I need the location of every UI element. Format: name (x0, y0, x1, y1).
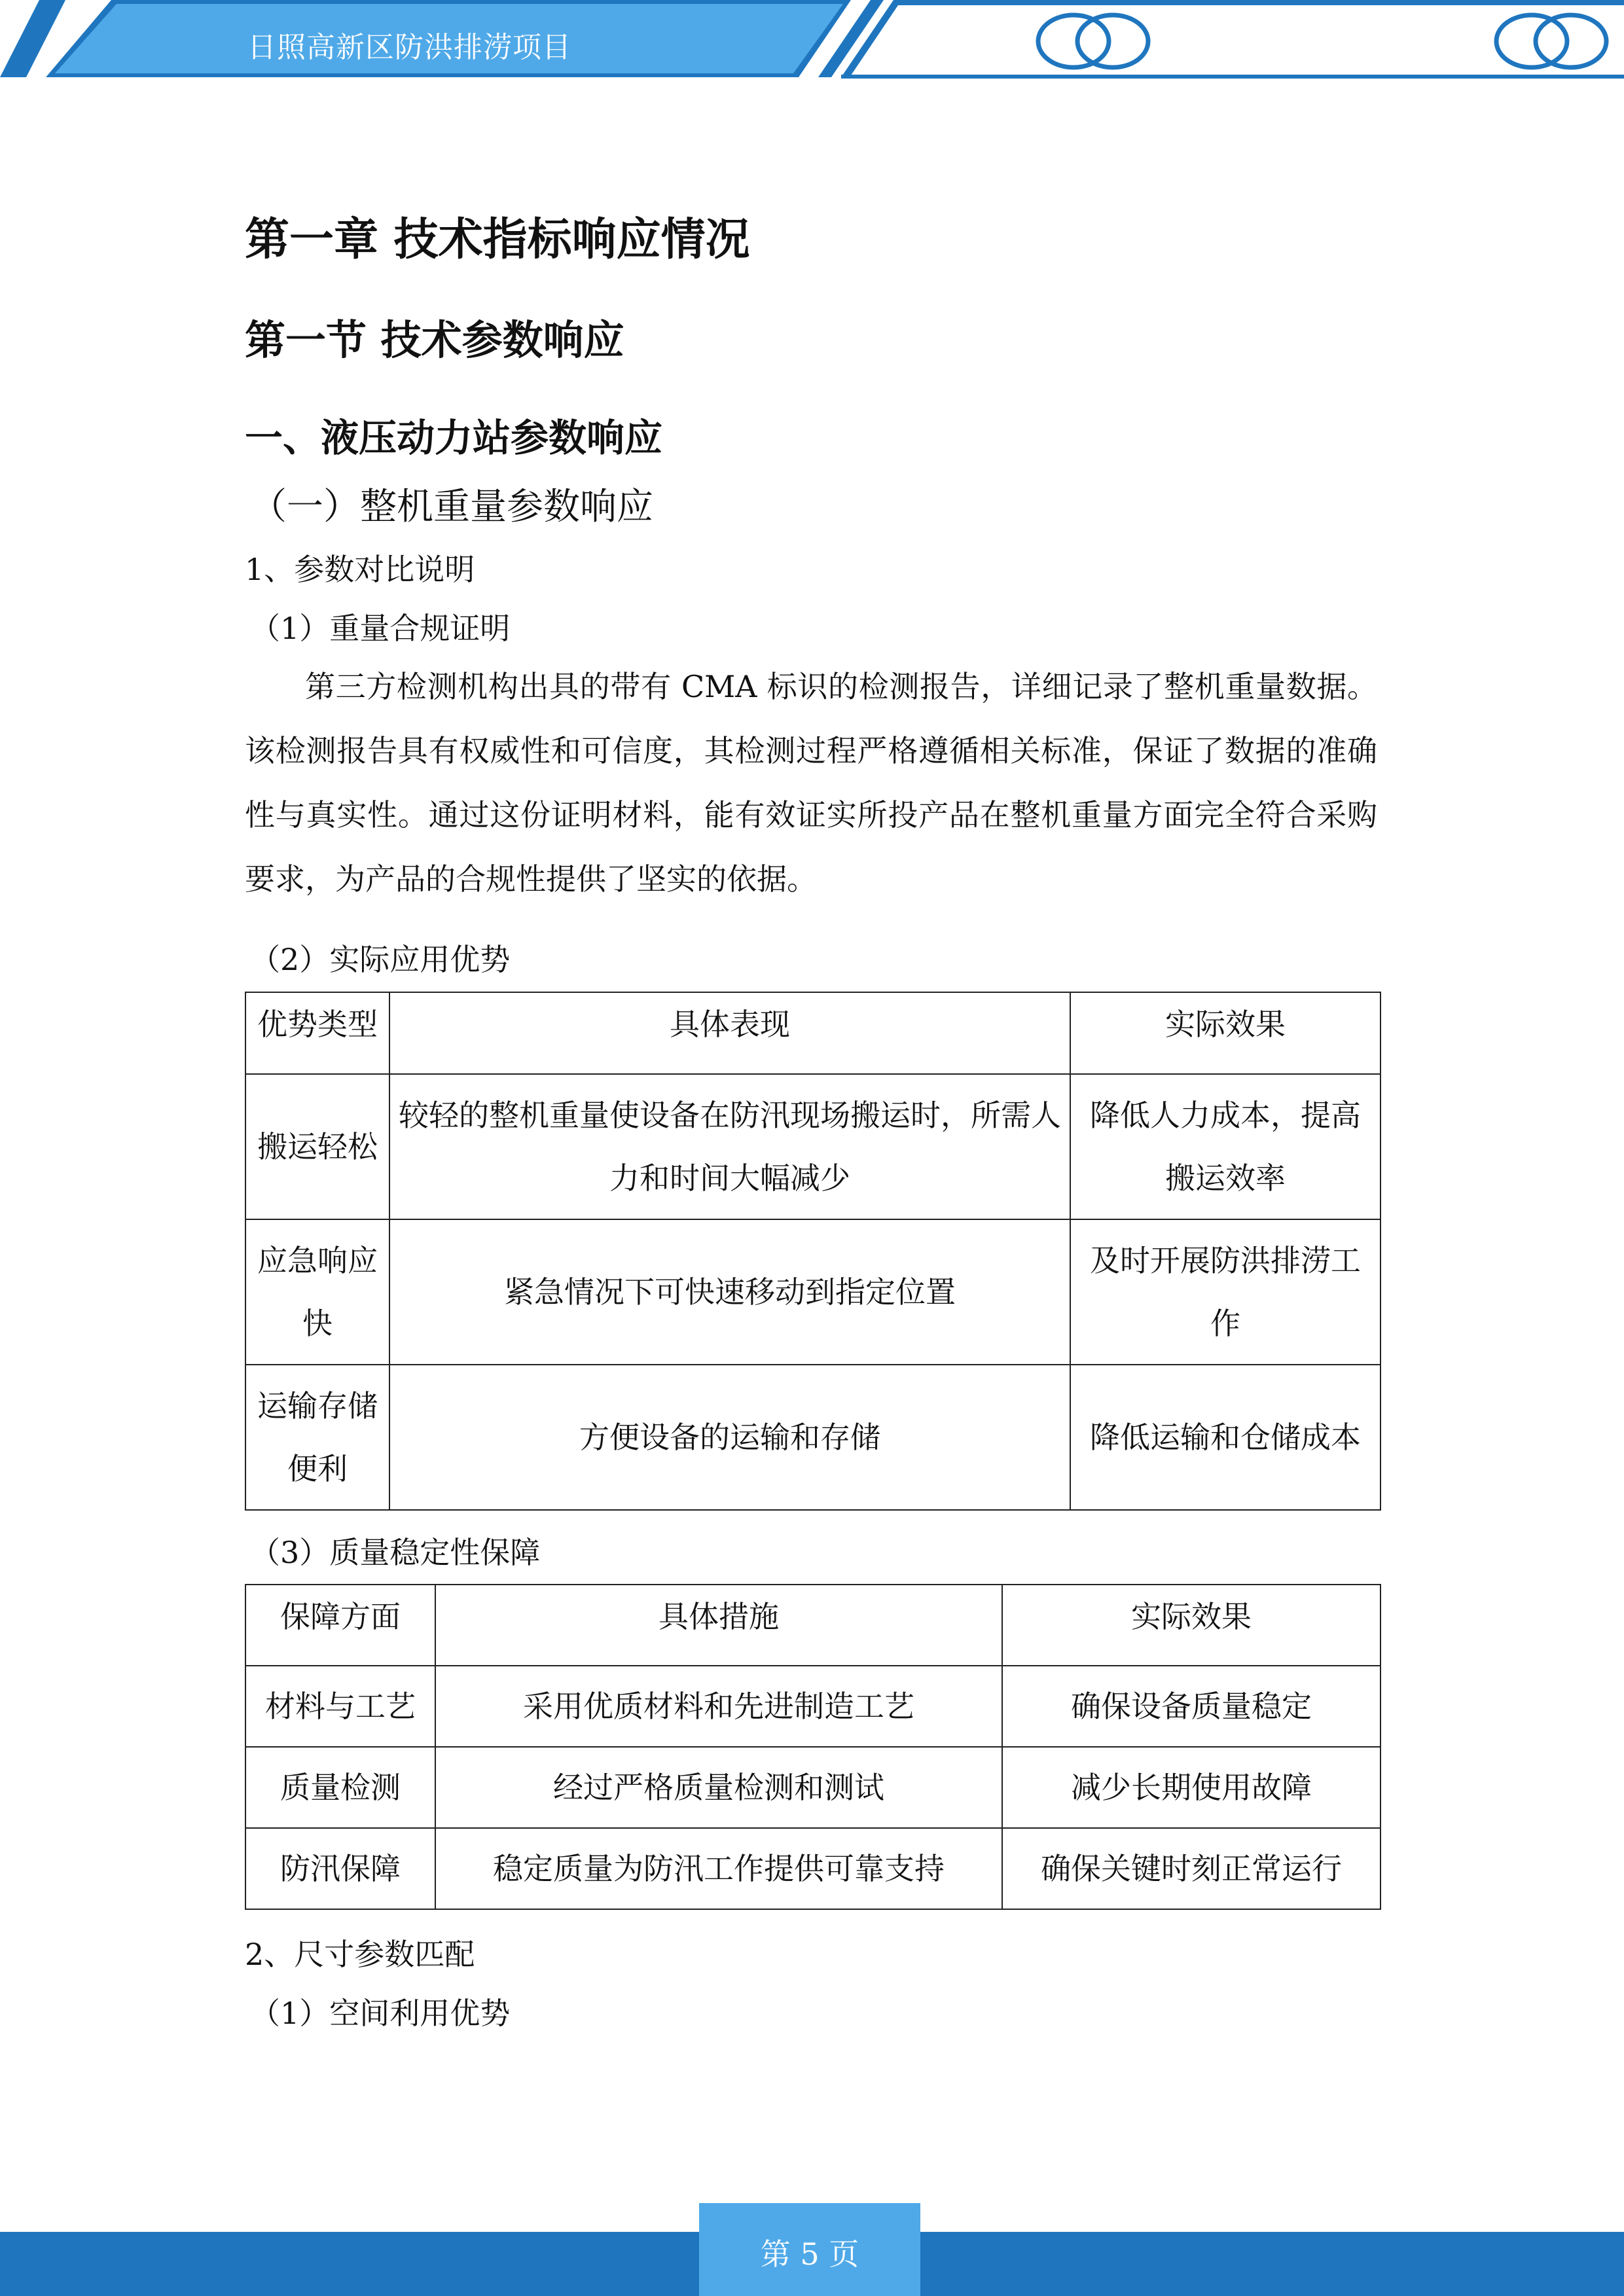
quality-table (245, 1584, 1381, 1910)
table-header-cell: 保障方面 (245, 1585, 435, 1666)
header-banner (0, 0, 1624, 85)
body-paragraph: 第三方检测机构出具的带有 CMA 标识的检测报告，详细记录了整机重量数据。该检测报告具有权威性和可信度，其检测过程严格遵循相关标准，保证了数据的准确性与真实性。通过这份证明材料，能有效证实所投产品在整机重量方面完全符合采购要求，为产品的合规性提供了坚实的依据。 (245, 669, 1377, 897)
table-cell: 材料与工艺 (245, 1666, 435, 1747)
table-cell: 及时开展防洪排涝工作 (1070, 1219, 1380, 1365)
table-row (245, 1219, 1380, 1365)
table-header-cell: 优势类型 (245, 992, 389, 1074)
table-row (245, 1666, 1380, 1747)
table-cell: 应急响应快 (245, 1219, 389, 1365)
table-cell: 经过严格质量检测和测试 (435, 1747, 1002, 1828)
outline-sub-2: （2）实际应用优势 (250, 942, 511, 977)
rings-icon (1038, 15, 1606, 67)
page-number: 第 5 页 (760, 2236, 859, 2272)
advantages-table (245, 992, 1381, 1511)
outline-point-1: 1、参数对比说明 (245, 552, 475, 587)
table-cell: 降低运输和仓储成本 (1070, 1365, 1380, 1510)
table-row (245, 1365, 1380, 1510)
table-cell: 紧急情况下可快速移动到指定位置 (389, 1219, 1070, 1365)
table-cell: 运输存储便利 (245, 1365, 389, 1510)
outline-sub-3: （3）质量稳定性保障 (250, 1535, 541, 1570)
table-cell: 减少长期使用故障 (1002, 1747, 1380, 1828)
section-heading: 第一节 技术参数响应 (245, 316, 624, 364)
table-header-row (245, 1585, 1380, 1666)
table-cell: 较轻的整机重量使设备在防汛现场搬运时，所需人力和时间大幅减少 (389, 1074, 1070, 1219)
table-cell: 方便设备的运输和存储 (389, 1365, 1070, 1510)
outline-sub-4: （1）空间利用优势 (250, 1996, 511, 2031)
table-cell: 确保设备质量稳定 (1002, 1666, 1380, 1747)
chapter-heading: 第一章 技术指标响应情况 (245, 213, 750, 266)
item-heading: （一）整机重量参数响应 (250, 486, 653, 528)
table-cell: 降低人力成本，提高搬运效率 (1070, 1074, 1380, 1219)
table-header-row (245, 992, 1380, 1074)
table-header-cell: 具体措施 (435, 1585, 1002, 1666)
table-cell: 搬运轻松 (245, 1074, 389, 1219)
table-row (245, 1828, 1380, 1909)
table-cell: 确保关键时刻正常运行 (1002, 1828, 1380, 1909)
table-header-cell: 具体表现 (389, 992, 1070, 1074)
table-header-cell: 实际效果 (1002, 1585, 1380, 1666)
table-row (245, 1074, 1380, 1219)
header-title: 日照高新区防洪排涝项目 (247, 31, 571, 64)
subsection-heading: 一、液压动力站参数响应 (245, 416, 663, 460)
table-cell: 采用优质材料和先进制造工艺 (435, 1666, 1002, 1747)
outline-point-2: 2、尺寸参数匹配 (245, 1937, 475, 1972)
table-cell: 稳定质量为防汛工作提供可靠支持 (435, 1828, 1002, 1909)
table-cell: 防汛保障 (245, 1828, 435, 1909)
table-cell: 质量检测 (245, 1747, 435, 1828)
table-header-cell: 实际效果 (1070, 992, 1380, 1074)
outline-sub-1: （1）重量合规证明 (250, 611, 511, 646)
table-row (245, 1747, 1380, 1828)
